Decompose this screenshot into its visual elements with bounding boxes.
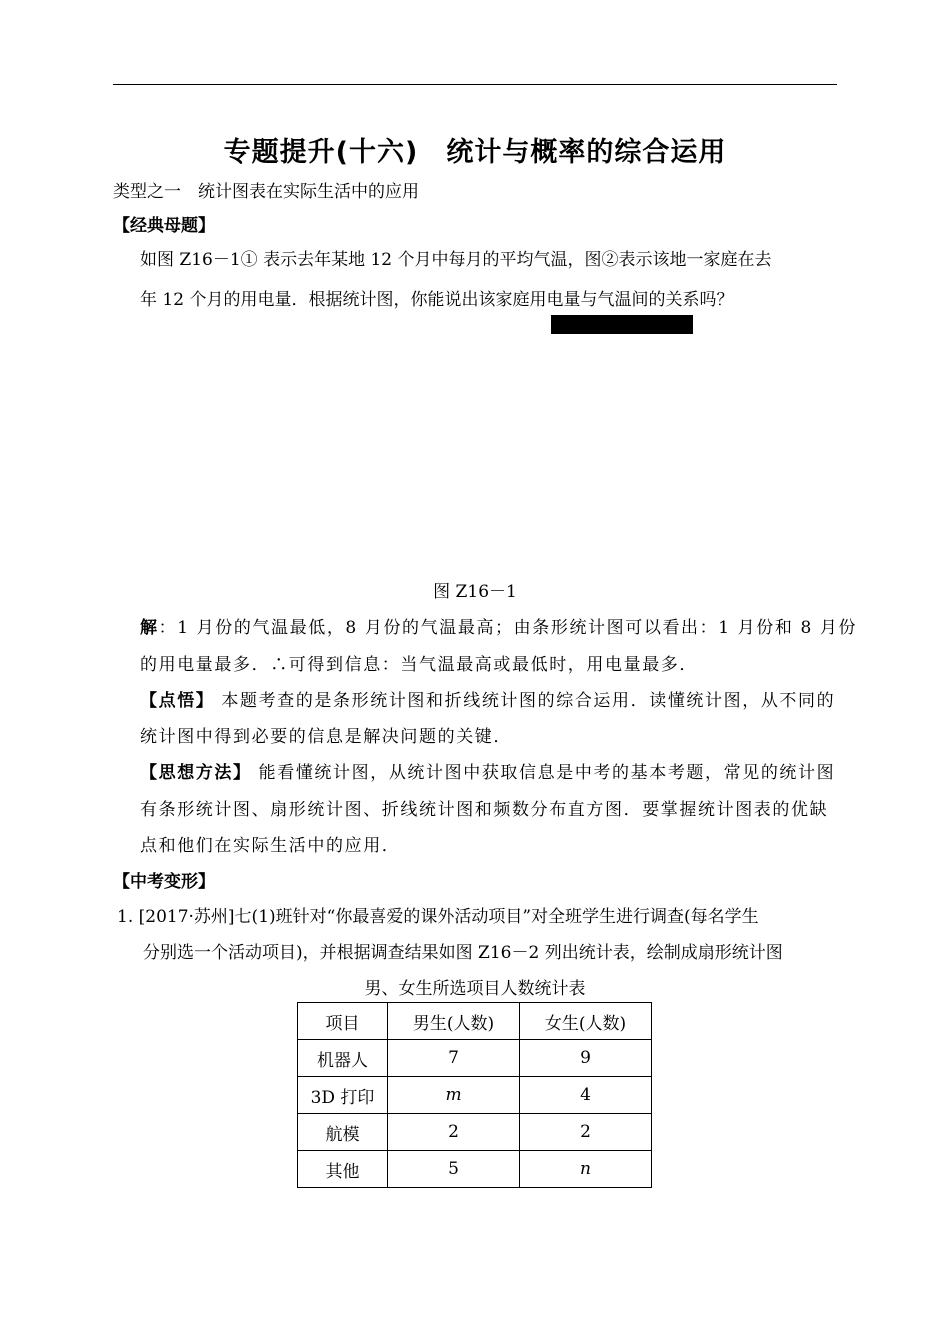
table-cell: 7 [388, 1040, 520, 1077]
table-cell: 5 [388, 1151, 520, 1188]
insight-line-1 [140, 686, 835, 711]
method-line-3: 点和他们在实际生活中的应用． [140, 836, 401, 856]
table-header-cell: 项目 [298, 1003, 388, 1040]
problem-line-2: 年 12 个月的用电量．根据统计图，你能说出该家庭用电量与气温间的关系吗？ [140, 290, 734, 310]
table-cell: 2 [388, 1114, 520, 1151]
header-rule [113, 84, 837, 85]
method-line-2: 有条形统计图、扇形统计图、折线统计图和频数分布直方图．要掌握统计图表的优缺 [140, 800, 829, 820]
table-cell: 9 [520, 1040, 652, 1077]
table-row [298, 1077, 652, 1114]
table-cell: m [388, 1077, 520, 1114]
solution-line-1 [140, 613, 857, 638]
question-1-line-2: 分别选一个活动项目)，并根据调查结果如图 Z16－2 列出统计表，绘制成扇形统计图 [143, 943, 783, 963]
table-cell: 其他 [298, 1151, 388, 1188]
table-cell: 4 [520, 1077, 652, 1114]
table-cell: 航模 [298, 1114, 388, 1151]
question-1-line-1: 1. [2017·苏州]七(1)班针对“你最喜爱的课外活动项目”对全班学生进行调查(每名学生 [117, 907, 759, 927]
redaction-bar [551, 315, 693, 334]
table-cell: 2 [520, 1114, 652, 1151]
insight-line-2: 统计图中得到必要的信息是解决问题的关键． [140, 727, 512, 747]
table-cell: 3D 打印 [298, 1077, 388, 1114]
problem-line-1: 如图 Z16－1① 表示去年某地 12 个月中每月的平均气温，图②表示该地一家庭在去 [140, 250, 772, 270]
table-row [298, 1151, 652, 1188]
table-cell: 机器人 [298, 1040, 388, 1077]
table-header-cell: 男生(人数) [388, 1003, 520, 1040]
table-row [298, 1040, 652, 1077]
page-title: 专题提升(十六) 统计与概率的综合运用 [223, 137, 727, 168]
figure-caption: 图 Z16－1 [433, 582, 517, 602]
classic-heading: 【经典母题】 [113, 216, 215, 236]
solution-line-2: 的用电量最多．∴可得到信息：当气温最高或最低时，用电量最多． [140, 655, 698, 675]
table-header-row [298, 1003, 652, 1040]
table-header-cell: 女生(人数) [520, 1003, 652, 1040]
solution-text-1: ：1 月份的气温最低，8 月份的气温最高；由条形统计图可以看出：1 月份和 8 月份 [158, 618, 858, 638]
exam-heading: 【中考变形】 [113, 872, 215, 892]
table-caption: 男、女生所选项目人数统计表 [364, 979, 586, 999]
table-row [298, 1114, 652, 1151]
solution-label: 解 [140, 618, 159, 638]
table-cell: n [520, 1151, 652, 1188]
insight-text-1: 本题考查的是条形统计图和折线统计图的综合运用．读懂统计图，从不同的 [221, 691, 836, 711]
method-line-1 [140, 758, 835, 783]
method-text-1: 能看懂统计图，从统计图中获取信息是中考的基本考题，常见的统计图 [258, 763, 836, 783]
insight-label: 【点悟】 [140, 691, 215, 711]
method-label: 【思想方法】 [140, 763, 252, 783]
stats-table [297, 1002, 652, 1188]
section-heading: 类型之一 统计图表在实际生活中的应用 [113, 182, 419, 202]
